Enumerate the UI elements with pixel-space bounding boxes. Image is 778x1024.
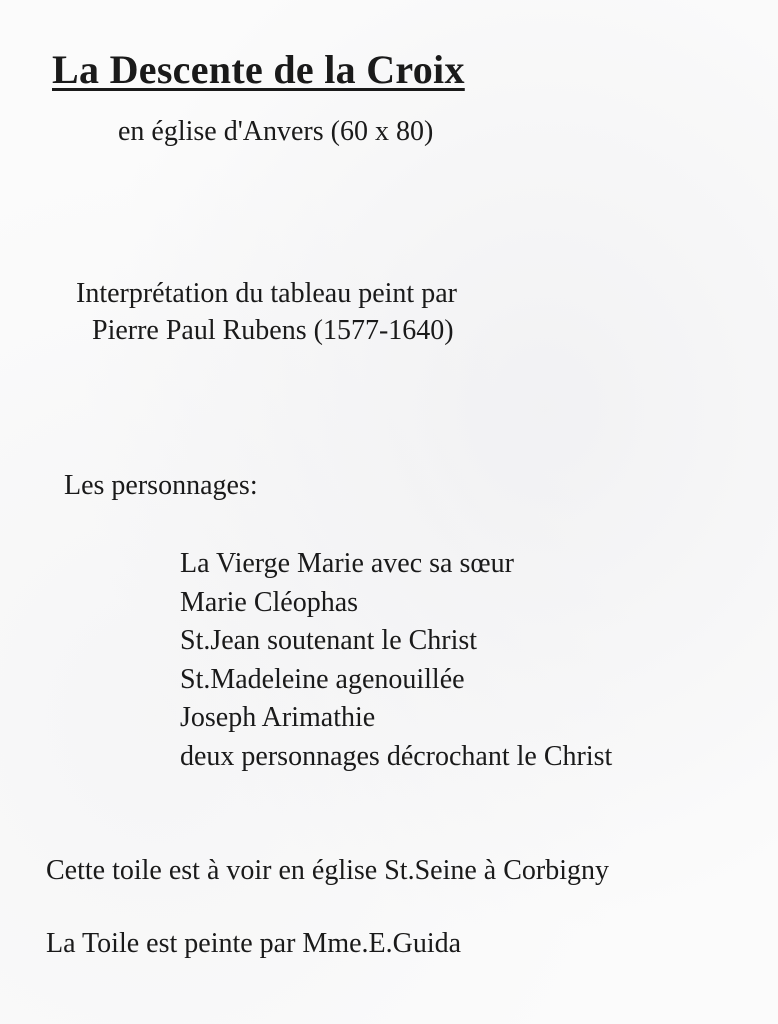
interpretation-line-1: Interprétation du tableau peint par: [76, 278, 457, 309]
painter-note: La Toile est peinte par Mme.E.Guida: [46, 928, 462, 959]
document-subtitle: en église d'Anvers (60 x 80): [118, 116, 434, 147]
list-item: St.Jean soutenant le Christ: [180, 625, 478, 656]
list-item: Marie Cléophas: [180, 586, 359, 618]
location-note: Cette toile est à voir en église St.Seine à Corbigny: [46, 855, 609, 886]
list-item: La Vierge Marie avec sa sœur: [180, 548, 514, 579]
characters-list: [180, 545, 612, 776]
interpretation-line-2: Pierre Paul Rubens (1577-1640): [92, 315, 454, 346]
characters-heading: Les personnages:: [64, 470, 258, 501]
list-item: deux personnages décrochant le Christ: [180, 740, 613, 772]
list-item: Joseph Arimathie: [180, 702, 376, 733]
document-title: La Descente de la Croix: [52, 47, 465, 92]
list-item: St.Madeleine agenouillée: [180, 663, 465, 695]
